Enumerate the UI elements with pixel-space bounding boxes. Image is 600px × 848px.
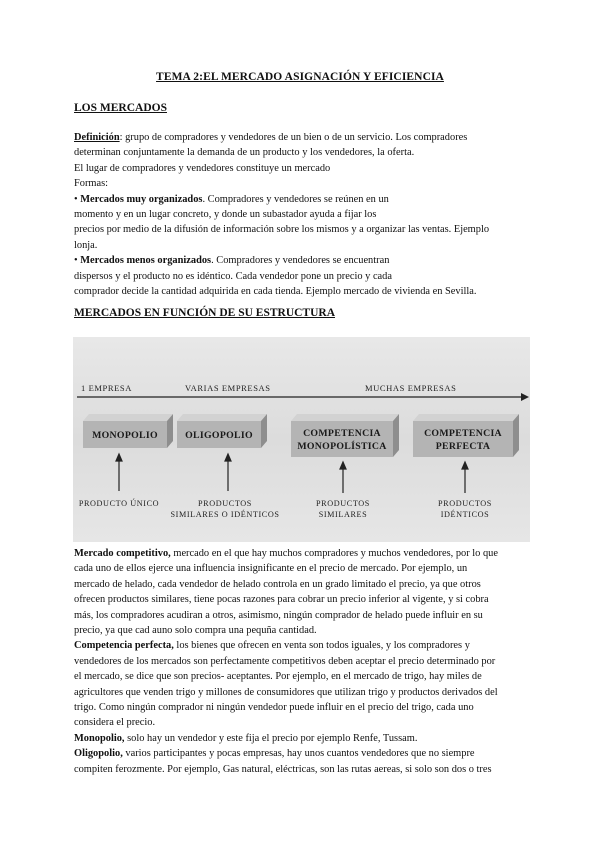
text-line: más, los compradores acudiran a otros, asimismo, ningún comprador de helado puede influir en su <box>74 609 483 621</box>
scale-label-2: VARIAS EMPRESAS <box>185 383 271 393</box>
product-label-2: IDÉNTICOS <box>440 510 490 519</box>
up-arrows <box>116 454 468 493</box>
text-line: agricultores que venden trigo y millones de consumidores que utilizan trigo y productos derivados del <box>74 686 498 698</box>
text-line: trigo. Como ningún comprador ni ningún vendedor puede influir en el precio del trigo, cada uno <box>74 702 474 714</box>
item-term: Mercados menos organizados <box>80 255 212 267</box>
section-tipos-body <box>74 546 534 777</box>
paragraph-mercado-competitivo: Mercado competitivo, mercado en el que hay muchos compradores y muchos vendedores, por lo que <box>74 548 498 559</box>
text-line: dispersos y el producto no es idéntico. Cada vendedor pone un precio y cada <box>74 270 392 282</box>
product-label-2: SIMILARES <box>318 510 368 519</box>
bullet-item-muy-organizados: • Mercados muy organizados. Compradores y vendedores se reúnen en un <box>74 193 389 205</box>
scale-arrowhead-icon <box>521 393 529 401</box>
paragraph-competencia-perfecta: Competencia perfecta, los bienes que ofrecen en venta son todos iguales, y los compradores y <box>74 640 470 652</box>
up-arrow-icon <box>225 454 231 461</box>
text-line: compiten ferozmente. Por ejemplo, Gas natural, eléctricas, son las rutas aereas, si solo son dos o tres <box>74 763 492 775</box>
box-label: MONOPOLIO <box>92 430 158 441</box>
text-line: ofrecen productos similares, tiene pocas razones para cobrar un precio inferior al vigente, y si cobra <box>74 594 489 606</box>
text-line: mercado de helado, cada vendedor de helado controla en un grado limitado el precio, ya que otros <box>74 578 481 590</box>
text-line: precios por medio de la difusión de información sobre los mismos y a organizar las ventas. Ejemplo <box>74 224 490 236</box>
term: Mercado competitivo, <box>74 548 171 559</box>
product-label: PRODUCTOS <box>198 499 252 508</box>
box-competencia-monopolistica <box>291 414 399 457</box>
box-label: COMPETENCIA <box>424 428 502 439</box>
product-label-2: SIMILARES O IDÉNTICOS <box>170 510 280 519</box>
up-arrow-icon <box>462 462 468 469</box>
item-term: Mercados muy organizados <box>80 193 203 205</box>
text-line: considera el precio. <box>74 717 156 729</box>
scale-label-1: 1 EMPRESA <box>81 383 132 393</box>
text-line: lonja. <box>74 239 98 251</box>
box-monopolio <box>83 414 173 448</box>
box-oligopolio <box>177 414 267 448</box>
text-line: El lugar de compradores y vendedores constituye un mercado <box>74 162 331 174</box>
bullet-icon: • <box>74 193 78 205</box>
up-arrow-icon <box>116 454 122 461</box>
term: Monopolio, <box>74 732 125 744</box>
text-line: momento y en un lugar concreto, y donde un subastador ayuda a fijar los <box>74 209 377 221</box>
section-mercados-body <box>74 130 524 299</box>
box-label: OLIGOPOLIO <box>185 430 253 441</box>
paragraph-monopolio: Monopolio, solo hay un vendedor y este fija el precio por ejemplo Renfe, Tussam. <box>74 732 418 744</box>
text-line: el mercado, se dice que son precios- aceptantes. Por ejemplo, en el mercado de trigo, hay miles de <box>74 671 482 683</box>
definition-line: Definición: grupo de compradores y vendedores de un bien o de un servicio. Los compradores <box>74 132 468 143</box>
scale-label-3: MUCHAS EMPRESAS <box>365 383 457 393</box>
box-label: COMPETENCIA <box>303 428 381 439</box>
section-heading-estructura: MERCADOS EN FUNCIÓN DE SU ESTRUCTURA <box>74 307 336 319</box>
text-line: Formas: <box>74 178 109 190</box>
diagram-svg <box>73 337 530 542</box>
text-line: precio, ya que cad auno solo compra una pequña cantidad. <box>74 625 317 637</box>
text-line: vendedores de los mercados son perfectamente competitivos deben aceptar el precio determinado por <box>74 655 496 667</box>
product-label: PRODUCTO ÚNICO <box>78 499 160 508</box>
paragraph-oligopolio: Oligopolio, varios participantes y pocas empresas, hay unos cuantos vendedores que no siempre <box>74 748 475 760</box>
text-line: cada uno de ellos ejerce una influencia insignificante en el precio de mercado. Por ejemplo, un <box>74 563 468 575</box>
up-arrow-icon <box>340 462 346 469</box>
text-line: determinan conjuntamente la demanda de un producto y los vendedores, la oferta. <box>74 147 415 159</box>
term: Competencia perfecta, <box>74 640 174 652</box>
definition-term: Definición <box>74 132 120 143</box>
bullet-icon: • <box>74 255 78 267</box>
product-label: PRODUCTOS <box>438 499 492 508</box>
box-competencia-perfecta <box>413 414 519 457</box>
document-title: TEMA 2:EL MERCADO ASIGNACIÓN Y EFICIENCIA <box>156 71 444 83</box>
market-structure-diagram <box>73 337 530 542</box>
text-line: comprador decide la cantidad adquirida en cada tienda. Ejemplo mercado de vivienda en Sevilla. <box>74 286 477 298</box>
section-heading-mercados: LOS MERCADOS <box>74 102 167 114</box>
term: Oligopolio, <box>74 748 123 760</box>
box-label-2: PERFECTA <box>435 441 491 452</box>
bullet-item-menos-organizados: • Mercados menos organizados. Compradores y vendedores se encuentran <box>74 255 390 267</box>
box-label-2: MONOPOLÍSTICA <box>297 441 387 452</box>
product-label: PRODUCTOS <box>316 499 370 508</box>
